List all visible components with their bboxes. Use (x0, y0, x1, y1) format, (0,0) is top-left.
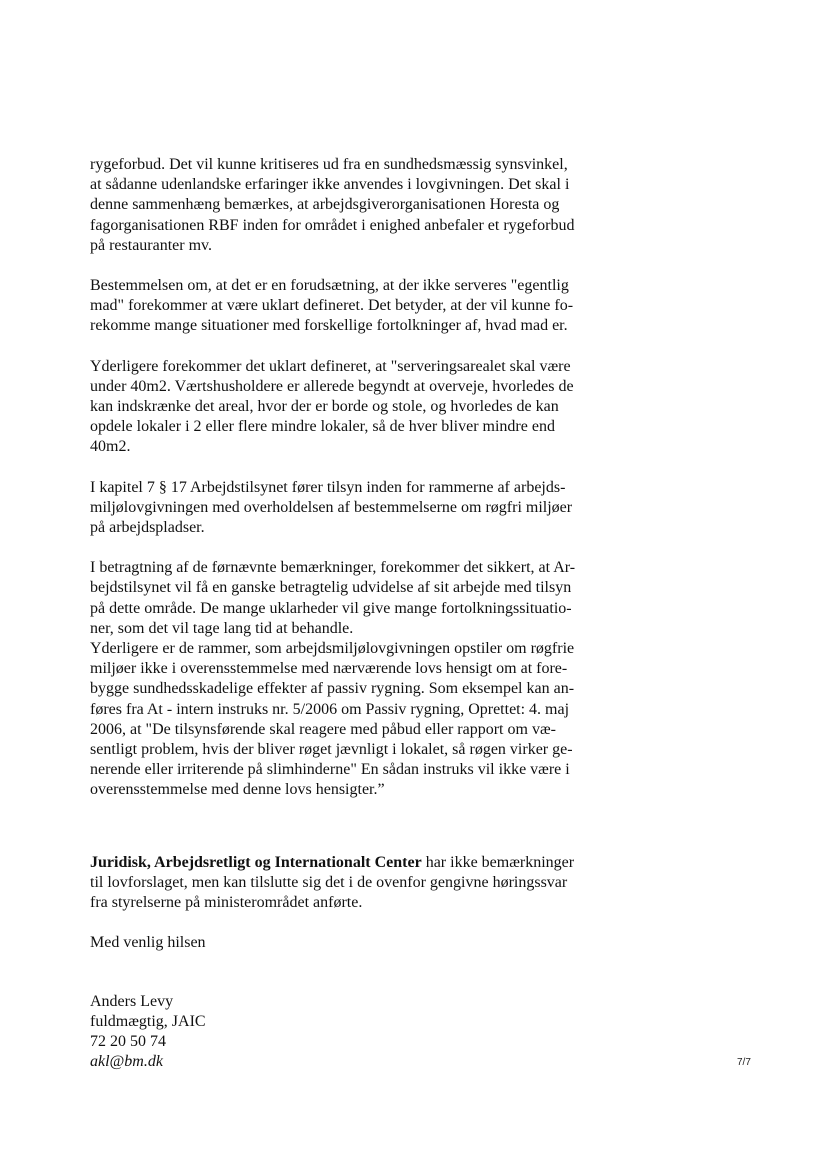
page-number: 7/7 (737, 1057, 751, 1068)
text-line: på dette område. De mange uklarheder vil give mange fortolkningssituatio- (90, 599, 572, 617)
text-line: overensstemmelse med denne lovs hensigter.” (90, 781, 385, 799)
text-line: under 40m2. Værtshusholdere er allerede begyndt at overveje, hvorledes de (90, 377, 574, 395)
text-line: fagorganisationen RBF inden for området i enighed anbefaler et rygeforbud (90, 216, 575, 234)
text-line: I betragtning af de førnævnte bemærkninger, forekommer det sikkert, at Ar- (90, 559, 576, 577)
text-line: miljøer ikke i overensstemmelse med nærværende lovs hensigt om at fore- (90, 660, 568, 678)
text-line: sentligt problem, hvis der bliver røget jævnligt i lokalet, så røgen virker ge- (90, 741, 573, 759)
text-line: denne sammenhæng bemærkes, at arbejdsgiverorganisationen Horesta og (90, 196, 560, 214)
signature-block (90, 992, 610, 1073)
text-line: I kapitel 7 § 17 Arbejdstilsynet fører tilsyn inden for rammerne af arbejds- (90, 478, 566, 496)
text-line: Bestemmelsen om, at det er en forudsætning, at der ikke serveres "egentlig (90, 277, 569, 295)
paragraph-serving-area (90, 357, 610, 458)
text-line: kan indskrænke det areal, hvor der er borde og stole, og hvorledes de kan (90, 398, 559, 416)
signature-name: Anders Levy (90, 992, 174, 1010)
text-line: på restauranter mv. (90, 236, 213, 254)
paragraph-food-definition (90, 276, 610, 337)
signature-title: fuldmægtig, JAIC (90, 1012, 206, 1030)
text-line: at sådanne udenlandske erfaringer ikke anvendes i lovgivningen. Det skal i (90, 176, 570, 194)
text-line: mad" forekommer at være uklart defineret. Det betyder, at der vil kunne fo- (90, 297, 574, 315)
text-line: rekomme mange situationer med forskellige fortolkninger af, hvad mad er. (90, 317, 568, 335)
closing-section (90, 933, 610, 953)
text-line: 40m2. (90, 438, 131, 456)
paragraph-smoking-ban (90, 155, 610, 256)
text-line: bejdstilsynet vil få en ganske betragtelig udvidelse af sit arbejde med tilsyn (90, 579, 572, 597)
paragraph-inspection-workload (90, 558, 610, 639)
text-line: Yderligere forekommer det uklart defineret, at "serveringsarealet skal være (90, 357, 571, 375)
closing-greeting: Med venlig hilsen (90, 934, 206, 952)
signature-email: akl@bm.dk (90, 1053, 163, 1071)
text-line: på arbejdspladser. (90, 519, 205, 537)
text-line: opdele lokaler i 2 eller flere mindre lokaler, så de hver bliver mindre end (90, 418, 555, 436)
section-spacer (90, 827, 610, 853)
text-line: fra styrelserne på ministerområdet anførte. (90, 894, 363, 912)
section-spacer (90, 801, 610, 827)
paragraph-center-statement (90, 853, 610, 914)
text-line: bygge sundhedsskadelige effekter af passiv rygning. Som eksempel kan an- (90, 680, 575, 698)
paragraph-work-environment-rules (90, 639, 610, 801)
text-line: rygeforbud. Det vil kunne kritiseres ud fra en sundhedsmæssig synsvinkel, (90, 156, 568, 173)
center-statement-text: har ikke bemærkninger (421, 853, 575, 871)
text-line (90, 853, 610, 873)
text-line: Yderligere er de rammer, som arbejdsmiljølovgivningen opstiler om røgfrie (90, 640, 575, 658)
paragraph-chapter-7 (90, 478, 610, 539)
signature-phone: 72 20 50 74 (90, 1032, 166, 1050)
text-line: til lovforslaget, men kan tilslutte sig det i de ovenfor gengivne høringssvar (90, 873, 568, 891)
text-line: føres fra At - intern instruks nr. 5/2006 om Passiv rygning, Oprettet: 4. maj (90, 700, 570, 718)
text-line: nerende eller irriterende på slimhinderne" En sådan instruks vil ikke være i (90, 761, 570, 779)
text-line: 2006, at "De tilsynsførende skal reagere med påbud eller rapport om væ- (90, 720, 556, 738)
document-body (90, 155, 610, 1072)
text-line: ner, som det vil tage lang tid at behandle. (90, 619, 354, 637)
center-name: Juridisk, Arbejdsretligt og Internationalt Center (90, 853, 422, 871)
text-line: miljølovgivningen med overholdelsen af bestemmelserne om røgfri miljøer (90, 498, 573, 516)
